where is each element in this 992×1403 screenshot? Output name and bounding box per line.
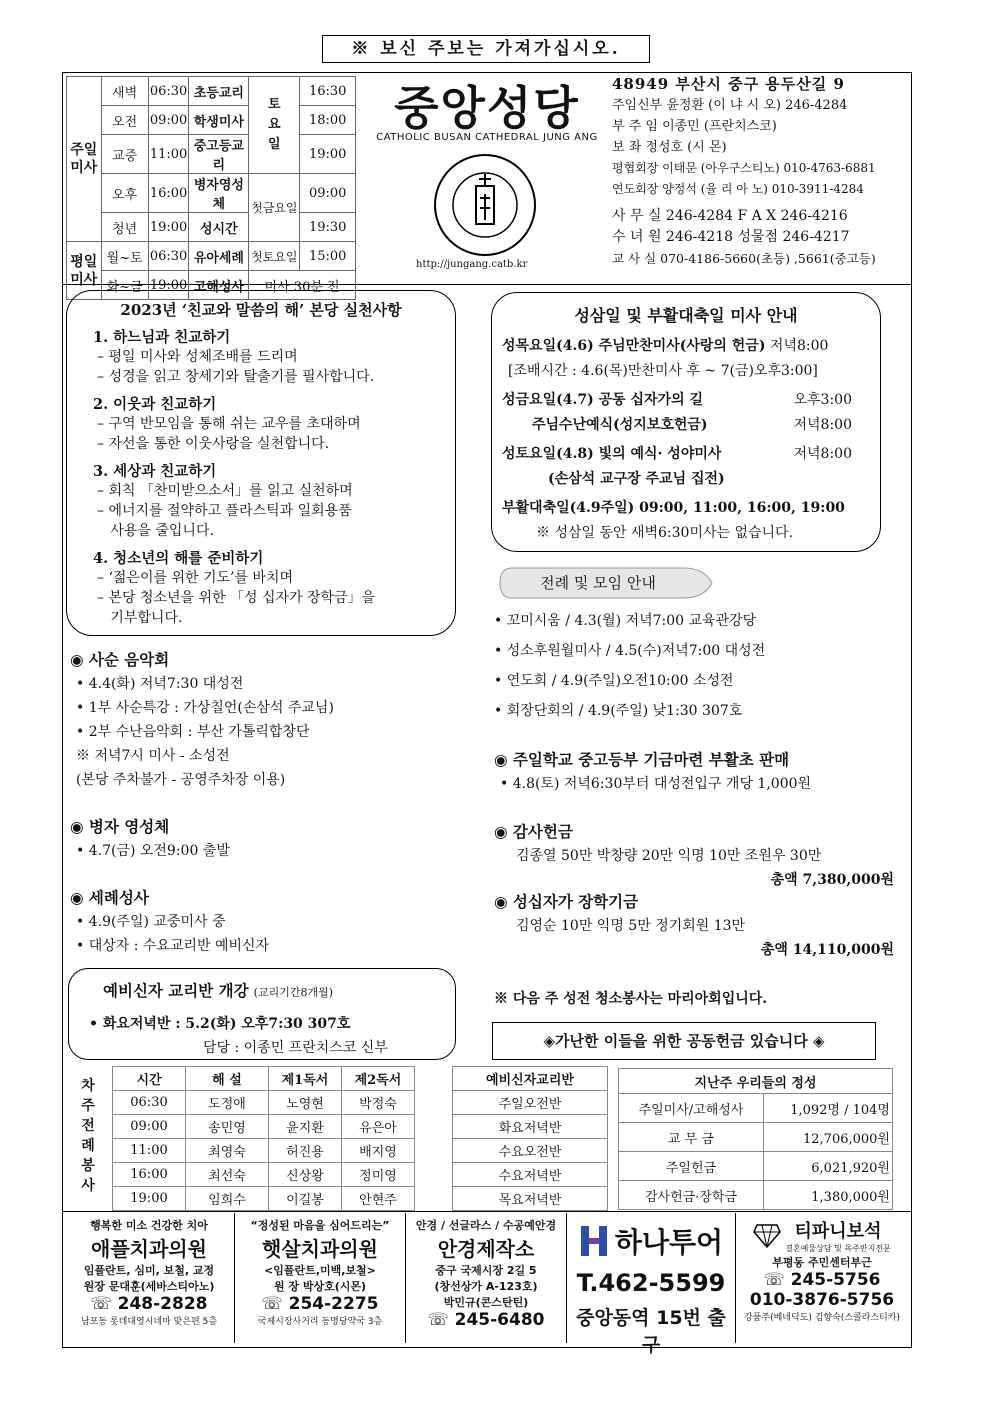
first-friday-time: 19:30 — [300, 213, 356, 242]
section-total: 총액 14,110,000원 — [760, 942, 894, 958]
section-line: • 2부 수난음악회 : 부산 가톨릭합창단 — [76, 724, 310, 740]
schedule-cell: 박정숙 — [342, 1091, 415, 1115]
parish-info — [612, 74, 902, 269]
schedule-cell: 배지영 — [342, 1139, 415, 1163]
holy-saturday-time: 저녁8:00 — [793, 446, 852, 462]
first-friday-label: 첫금요일 — [249, 174, 300, 242]
staff-line: 주임신부 윤정환 (이 냐 시 오) 246-4284 — [612, 98, 848, 113]
liturgy-item: • 꼬미시움 / 4.3(월) 저녁7:00 교육관강당 — [494, 613, 757, 629]
ad-detail: 박민규(콘스탄틴) — [443, 1296, 529, 1309]
liturgy-tab-label: 전례 및 모임 안내 — [540, 574, 656, 592]
mass-name: 월~토 — [101, 242, 148, 271]
schedule-cell: 정미영 — [342, 1163, 415, 1187]
practice-title: 2023년 ‘친교와 말씀의 해’ 본당 실천사항 — [120, 301, 402, 319]
liturgy-item: • 회장단회의 / 4.9(주일) 낮1:30 307호 — [494, 703, 743, 719]
staff-line: 평협회장 이태문 (아우구스티노) 010-4763-6881 — [612, 161, 876, 175]
ad-apple-dental — [64, 1213, 235, 1343]
mass-time: 06:30 — [148, 242, 189, 271]
schedule-cell: 최선숙 — [186, 1163, 269, 1187]
schedule-cell: 허진용 — [269, 1139, 342, 1163]
mass-time: 19:00 — [148, 213, 189, 242]
holy-thursday: 성목요일(4.6) 주님만찬미사(사랑의 헌금) — [502, 338, 766, 354]
schedule-cell: 11:00 — [113, 1139, 186, 1163]
class-cell: 목요저녁반 — [453, 1187, 608, 1211]
catechumen-period: (교리기간8개월) — [253, 986, 333, 999]
schedule-header: 제1독서 — [269, 1067, 342, 1091]
mass-name: 오전 — [101, 106, 148, 135]
ad-detail: 원 장 박상호(시몬) — [273, 1280, 367, 1293]
schedule-cell: 유은아 — [342, 1115, 415, 1139]
ad-glasses — [406, 1213, 567, 1343]
class-cell: 주일오전반 — [453, 1091, 608, 1115]
church-name-logo: 중앙성당 — [394, 81, 580, 135]
schedule-cell: 윤지환 — [269, 1115, 342, 1139]
section-line: 김영순 10만 익명 5만 정기회원 13만 — [516, 918, 746, 934]
class-header: 예비신자교리반 — [453, 1067, 608, 1091]
passion-rite-time: 저녁8:00 — [793, 417, 852, 433]
ad-phone: ☏ 254-2275 — [261, 1294, 379, 1314]
ad-hanatour — [567, 1213, 736, 1356]
ad-sunshine-dental — [235, 1213, 406, 1343]
mass-time: 06:30 — [148, 77, 189, 106]
poor-collection-notice: ◈가난한 이들을 위한 공동헌금 있습니다 ◈ — [492, 1022, 876, 1060]
section-line: ※ 저녁7시 미사 - 소성전 — [76, 748, 230, 764]
baptism-section — [70, 886, 470, 958]
offering-label: 주일헌금 — [619, 1152, 764, 1181]
practice-heading: 3. 세상과 친교하기 — [93, 463, 217, 480]
practice-line: – 구역 반모임을 통해 쉬는 교우를 초대하며 — [97, 416, 361, 432]
saturday-time: 18:00 — [300, 106, 356, 135]
contact-line: 수 녀 원 246-4218 성물점 246-4217 — [612, 229, 850, 245]
offering-label: 감사헌금·장학금 — [619, 1181, 764, 1210]
ad-phone: T.462-5599 — [576, 1269, 726, 1297]
ad-detail: 임플란트, 심미, 보철, 교정 — [83, 1264, 215, 1277]
offering-label: 주일미사/고해성사 — [619, 1094, 764, 1123]
schedule-header: 해 설 — [186, 1067, 269, 1091]
practice-line: – ‘젊은이를 위한 기도’를 바치며 — [97, 570, 293, 586]
schedule-cell: 신상왕 — [269, 1163, 342, 1187]
section-line: • 1부 사순특강 : 가상칠언(손삼석 주교님) — [76, 700, 334, 716]
schedule-cell: 16:00 — [113, 1163, 186, 1187]
no-dawn-mass-note: ※ 성삼일 동안 새벽6:30미사는 없습니다. — [536, 525, 794, 541]
mass-name: 새벽 — [101, 77, 148, 106]
service-schedule-table — [112, 1066, 415, 1211]
mass-event: 병자영성체 — [189, 174, 249, 213]
offering-value: 6,021,920원 — [764, 1152, 893, 1181]
holy-week-box — [491, 292, 881, 552]
celebrant: (손삼석 교구장 주교님 집전) — [548, 471, 725, 487]
ad-name: 안경제작소 — [437, 1237, 535, 1261]
ad-tagline: “정성된 마음을 심어드리는” — [250, 1219, 390, 1232]
ad-detail: <임플란트,미백,보철> — [264, 1264, 376, 1277]
offering-value: 1,092명 / 104명 — [764, 1094, 893, 1123]
saturday-time: 16:30 — [300, 77, 356, 106]
mass-name: 청년 — [101, 213, 148, 242]
first-saturday-label: 첫토요일 — [249, 242, 300, 271]
contact-line: 교 사 실 070-4186-5660(초등) ,5661(중고등) — [612, 251, 876, 266]
practice-line: – 본당 청소년을 위한 「성 십자가 장학금」을 — [97, 590, 376, 606]
holy-thursday-time: 저녁8:00 — [769, 338, 829, 354]
section-line: (본당 주차불가 - 공영주차장 이용) — [76, 772, 286, 788]
ad-phone: ☏ 248-2828 — [90, 1294, 208, 1314]
staff-line: 부 주 임 이종민 (프란치스코) — [612, 119, 777, 134]
practice-line: – 자선을 통한 이웃사랑을 실천합니다. — [97, 436, 330, 452]
practice-line: – 에너지를 절약하고 플라스틱과 일회용품 — [97, 503, 352, 519]
ad-detail: 중구 국제시장 2길 5 — [435, 1264, 537, 1277]
mass-event: 고해성사 — [189, 271, 249, 300]
diamond-icon — [753, 1223, 781, 1249]
offering-value: 1,380,000원 — [764, 1181, 893, 1210]
adoration-time: [조배시간 : 4.6(목)만찬미사 후 ~ 7(금)오후3:00] — [508, 363, 818, 379]
thanks-offering-section — [494, 820, 894, 892]
ad-owners: 강품주(베네딕도) 김향숙(스콜라스티카) — [743, 1313, 900, 1323]
mass-event: 성시간 — [189, 213, 249, 242]
mass-event: 유아세례 — [189, 242, 249, 271]
saturday-time: 19:00 — [300, 135, 356, 174]
good-friday: 성금요일(4.7) 공동 십자가의 길 — [502, 392, 703, 408]
practice-heading: 4. 청소년의 해를 준비하기 — [93, 550, 264, 567]
staff-line: 연도회장 양정석 (율 리 아 노) 010-3911-4284 — [612, 182, 864, 196]
catechumen-teacher: 담당 : 이종민 프란치스코 신부 — [203, 1040, 388, 1056]
schedule-cell: 노영현 — [269, 1091, 342, 1115]
catechumen-box — [68, 968, 456, 1060]
section-title: ◉ 주일학교 중고등부 기금마련 부활초 판매 — [494, 750, 790, 769]
offering-label: 교 무 금 — [619, 1123, 764, 1152]
sunday-mass-label: 주일 미사 — [67, 77, 102, 242]
take-bulletin-notice: ※ 보신 주보는 가져가십시오. — [322, 35, 650, 63]
mass-schedule-table — [66, 76, 356, 300]
mass-name: 교중 — [101, 135, 148, 174]
catechumen-title: 예비신자 교리반 개강 — [103, 981, 249, 1000]
contact-line: 사 무 실 246-4284 F A X 246-4216 — [612, 208, 848, 224]
class-cell: 수요저녁반 — [453, 1163, 608, 1187]
practice-line: – 평일 미사와 성체조배를 드리며 — [97, 349, 298, 365]
practice-heading: 2. 이웃과 친교하기 — [93, 396, 217, 413]
church-name-english: CATHOLIC BUSAN CATHEDRAL JUNG ANG — [376, 132, 598, 143]
ad-mobile: 010-3876-5756 — [749, 1290, 895, 1310]
schedule-cell: 06:30 — [113, 1091, 186, 1115]
scholarship-section — [494, 890, 894, 962]
easter-sunday: 부활대축일(4.9주일) 09:00, 11:00, 16:00, 19:00 — [502, 500, 845, 516]
ad-name: 티파니보석 — [794, 1221, 882, 1242]
schedule-cell: 안현주 — [342, 1187, 415, 1211]
holy-saturday: 성토요일(4.8) 빛의 예식· 성야미사 — [502, 446, 722, 462]
section-line: • 대상자 : 수요교리반 예비신자 — [76, 938, 270, 954]
catechumen-class-table — [452, 1066, 608, 1211]
good-friday-time: 오후3:00 — [793, 392, 852, 408]
saturday-label: 토 요 일 — [249, 77, 300, 174]
confession-note: 미사 30분 전 — [249, 271, 356, 300]
liturgy-list — [494, 606, 894, 726]
practice-line: 기부합니다. — [97, 610, 183, 626]
church-seal-icon — [432, 152, 538, 258]
schedule-header: 제2독서 — [342, 1067, 415, 1091]
ad-name: 하나투어 — [614, 1226, 724, 1259]
schedule-header: 시간 — [113, 1067, 186, 1091]
section-title: ◉ 세례성사 — [70, 888, 149, 907]
practice-line: 사용을 줄입니다. — [97, 523, 214, 539]
section-line: • 4.9(주일) 교중미사 중 — [76, 914, 226, 930]
mass-event: 초등교리 — [189, 77, 249, 106]
practice-heading: 1. 하느님과 친교하기 — [93, 329, 231, 346]
class-cell: 수요오전반 — [453, 1139, 608, 1163]
candle-sale-section — [494, 748, 904, 796]
section-line: • 4.4(화) 저녁7:30 대성전 — [76, 676, 244, 692]
schedule-cell: 도정애 — [186, 1091, 269, 1115]
liturgy-item: • 성소후원월미사 / 4.5(수)저녁7:00 대성전 — [494, 643, 766, 659]
ad-name: 애플치과의원 — [91, 1237, 207, 1261]
section-title: ◉ 감사헌금 — [494, 822, 573, 841]
first-friday-time: 09:00 — [300, 174, 356, 213]
ad-location: 중앙동역 15번 출구 — [576, 1307, 726, 1356]
sick-communion-section — [70, 815, 470, 863]
church-address: 48949 부산시 중구 용두산길 9 — [612, 75, 845, 93]
hanatour-logo-icon — [579, 1224, 609, 1258]
ad-phone: ☏ 245-6480 — [427, 1310, 545, 1330]
ad-tiffany-jewelry — [736, 1213, 908, 1343]
schedule-cell: 최영숙 — [186, 1139, 269, 1163]
schedule-cell: 19:00 — [113, 1187, 186, 1211]
service-side-label: 차 주 전 례 봉 사 — [81, 1078, 95, 1194]
ad-tagline: 안경 / 선글라스 / 수공예안경 — [415, 1219, 557, 1232]
offering-value: 12,706,000원 — [764, 1123, 893, 1152]
holy-week-title: 성삼일 및 부활대축일 미사 안내 — [574, 306, 798, 325]
schedule-cell: 임희수 — [186, 1187, 269, 1211]
section-title: ◉ 병자 영성체 — [70, 817, 170, 836]
practice-line: – 회칙 「찬미받으소서」를 읽고 실천하며 — [97, 483, 353, 499]
class-cell: 화요저녁반 — [453, 1115, 608, 1139]
mass-time: 11:00 — [148, 135, 189, 174]
mass-name: 화~금 — [101, 271, 148, 300]
section-title: ◉ 사순 음악회 — [70, 650, 170, 669]
catechumen-class: • 화요저녁반 : 5.2(화) 오후7:30 307호 — [89, 1016, 351, 1032]
passion-rite: 주님수난예식(성지보호헌금) — [532, 417, 708, 433]
mass-time: 09:00 — [148, 106, 189, 135]
ad-location: 국제시장사거리 동명당약국 3층 — [257, 1317, 383, 1327]
ad-name: 햇살치과의원 — [262, 1237, 378, 1261]
first-saturday-time: 15:00 — [300, 242, 356, 271]
practice-line: – 성경을 읽고 창세기와 탈출기를 필사합니다. — [97, 369, 375, 385]
offerings-title: 지난주 우리들의 정성 — [619, 1069, 893, 1094]
section-title: ◉ 성십자가 장학기금 — [494, 892, 639, 911]
section-line: • 4.7(금) 오전9:00 출발 — [76, 843, 230, 859]
staff-line: 보 좌 정성호 (시 몬) — [612, 140, 727, 155]
mass-name: 오후 — [101, 174, 148, 213]
section-line: 김종열 50만 박창량 20만 익명 10만 조원우 30만 — [516, 848, 822, 864]
cleaning-note: ※ 다음 주 성전 청소봉사는 마리아회입니다. — [494, 991, 768, 1007]
church-url[interactable]: http://jungang.catb.kr — [416, 259, 528, 270]
schedule-cell: 이길봉 — [269, 1187, 342, 1211]
liturgy-item: • 연도회 / 4.9(주일)오전10:00 소성전 — [494, 673, 734, 689]
schedule-cell: 09:00 — [113, 1115, 186, 1139]
practice-box — [66, 290, 456, 636]
ad-phone: ☏ 245-5756 — [763, 1270, 881, 1290]
ad-tagline: 결혼예물상담 및 목주반지전문 — [785, 1244, 891, 1253]
ad-location: 남포동 롯데대영시네마 맞은편 5층 — [80, 1317, 218, 1327]
section-total: 총액 7,380,000원 — [770, 872, 894, 888]
ad-detail: 부평동 주민센터부근 — [772, 1256, 872, 1269]
weekday-mass-label: 평일 미사 — [67, 242, 102, 300]
concert-section — [70, 648, 470, 792]
ad-detail: 원장 문대훈(세바스티아노) — [83, 1280, 215, 1293]
mass-time: 16:00 — [148, 174, 189, 213]
ad-tagline: 행복한 미소 건강한 치아 — [90, 1219, 208, 1232]
ad-detail: (창선상가 A-123호) — [434, 1280, 538, 1293]
offerings-table — [618, 1068, 893, 1210]
section-line: • 4.8(토) 저녁6:30부터 대성전입구 개당 1,000원 — [500, 776, 812, 792]
mass-time: 19:00 — [148, 271, 189, 300]
mass-event: 학생미사 — [189, 106, 249, 135]
mass-event: 중고등교리 — [189, 135, 249, 174]
schedule-cell: 송민영 — [186, 1115, 269, 1139]
